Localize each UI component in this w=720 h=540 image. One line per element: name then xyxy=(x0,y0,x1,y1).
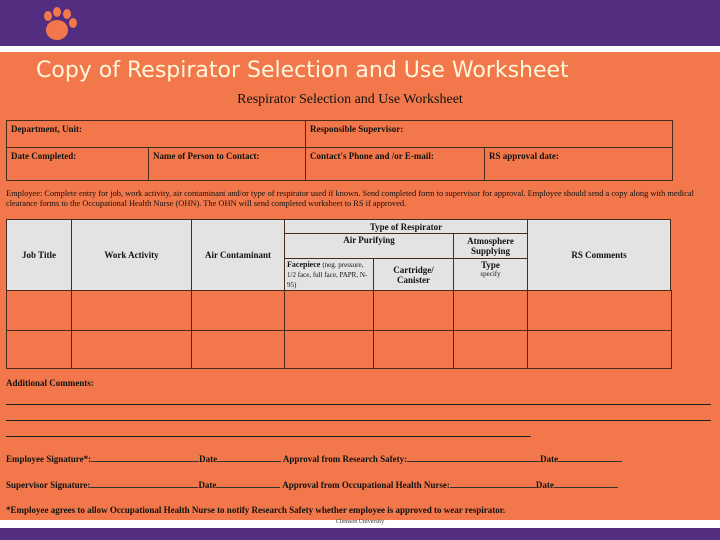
date-field[interactable] xyxy=(216,479,280,488)
header-type xyxy=(453,258,528,291)
table-cell[interactable] xyxy=(191,290,285,331)
comment-line[interactable] xyxy=(6,436,531,437)
footnote: *Employee agrees to allow Occupational Health Nurse to notify Research Safety whether employee is approved to wear respirator. xyxy=(6,505,506,515)
instructions: Employee: Complete entry for job, work activity, air contaminant and/or type of respirator used if known. Send completed form to supervisor for approval. Employee should send a copy along with medical clearance forms to the Occupational Health Nurse (OHN). The OHN will send completed worksheet to RS if approved. xyxy=(6,189,694,208)
date-label: Date xyxy=(198,480,217,490)
table-cell[interactable] xyxy=(6,330,72,369)
bottom-bar xyxy=(0,528,720,540)
approval-ohn-field[interactable] xyxy=(450,479,536,488)
slide-title: Copy of Respirator Selection and Use Worksheet xyxy=(36,58,569,83)
facepiece-note: (neg. pressure, 1/2 face, full face, PAPR, N-95) xyxy=(287,261,368,289)
worksheet-title: Respirator Selection and Use Worksheet xyxy=(237,92,463,107)
table-cell[interactable] xyxy=(373,290,454,331)
approval-ohn-label: Approval from Occupational Health Nurse: xyxy=(282,480,450,490)
header-rs-comments: RS Comments xyxy=(527,219,671,291)
tiger-paw-logo-icon xyxy=(40,6,80,42)
header-air-purifying: Air Purifying xyxy=(284,233,454,259)
header-air-contaminant: Air Contaminant xyxy=(191,219,285,291)
table-cell[interactable] xyxy=(453,290,528,331)
table-cell[interactable] xyxy=(453,330,528,369)
date-field[interactable] xyxy=(554,479,618,488)
header-facepiece xyxy=(284,258,374,291)
table-cell[interactable] xyxy=(191,330,285,369)
divider xyxy=(0,46,720,52)
header-work-activity: Work Activity xyxy=(71,219,192,291)
table-cell[interactable] xyxy=(284,330,374,369)
employee-signature-row xyxy=(6,453,622,464)
supervisor-signature-row xyxy=(6,479,618,490)
table-cell[interactable] xyxy=(284,290,374,331)
supervisor-signature-field[interactable] xyxy=(90,479,198,488)
header-cartridge: Cartridge/ Canister xyxy=(373,258,454,291)
table-cell[interactable] xyxy=(527,290,672,331)
table-cell[interactable] xyxy=(71,330,192,369)
type-label: Type xyxy=(481,260,500,270)
date-field[interactable] xyxy=(558,453,622,462)
additional-comments-label: Additional Comments: xyxy=(6,378,94,388)
department-field[interactable]: Department, Unit: xyxy=(6,120,306,148)
facepiece-label: Facepiece xyxy=(287,260,321,269)
supervisor-signature-label: Supervisor Signature: xyxy=(6,480,91,490)
employee-signature-field[interactable] xyxy=(91,453,199,462)
header-job-title: Job Title xyxy=(6,219,72,291)
contact-name-field[interactable]: Name of Person to Contact: xyxy=(148,147,306,181)
date-field[interactable] xyxy=(217,453,281,462)
table-cell[interactable] xyxy=(373,330,454,369)
rs-approval-date-field[interactable]: RS approval date: xyxy=(484,147,673,181)
comment-line[interactable] xyxy=(6,404,711,405)
employee-signature-label: Employee Signature*: xyxy=(6,454,92,464)
header-atmosphere-supplying: Atmosphere Supplying xyxy=(453,233,528,259)
top-bar xyxy=(0,0,720,46)
footer-text: Clemson University xyxy=(335,519,385,525)
header-type-of-respirator: Type of Respirator xyxy=(284,219,528,234)
approval-rs-label: Approval from Research Safety: xyxy=(282,454,408,464)
table-cell[interactable] xyxy=(6,290,72,331)
approval-rs-field[interactable] xyxy=(407,453,540,462)
date-completed-field[interactable]: Date Completed: xyxy=(6,147,149,181)
comment-line[interactable] xyxy=(6,420,711,421)
table-cell[interactable] xyxy=(71,290,192,331)
type-note: specify xyxy=(480,270,501,278)
contact-phone-field[interactable]: Contact's Phone and /or E-mail: xyxy=(305,147,485,181)
table-cell[interactable] xyxy=(527,330,672,369)
date-label: Date xyxy=(540,454,559,464)
date-label: Date xyxy=(199,454,218,464)
date-label: Date xyxy=(535,480,554,490)
supervisor-field[interactable]: Responsible Supervisor: xyxy=(305,120,673,148)
